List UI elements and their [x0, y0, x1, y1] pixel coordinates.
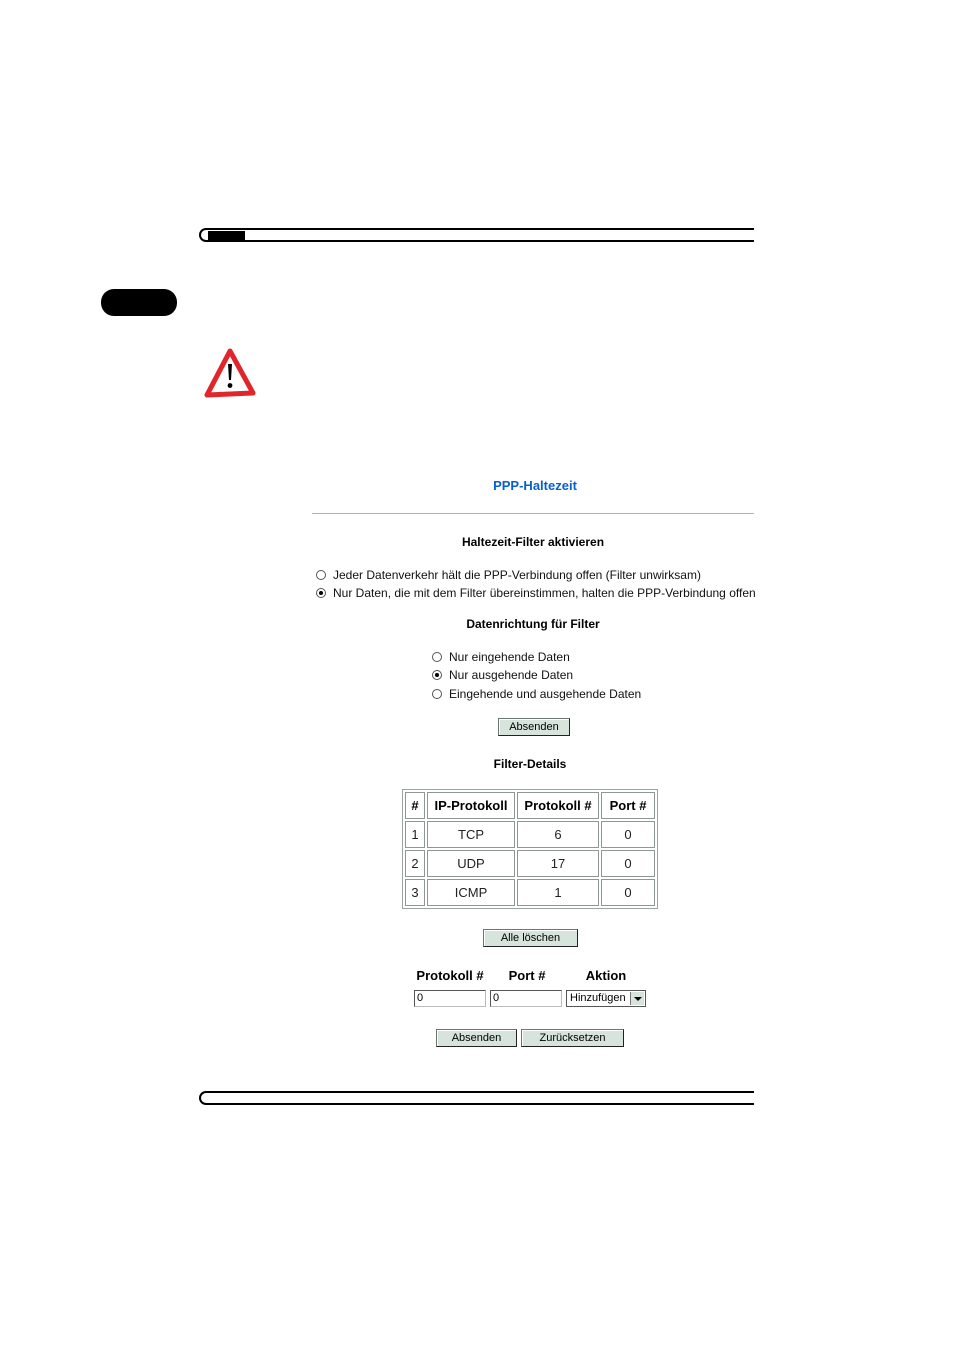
table-cell: 3 [405, 879, 425, 906]
radio-button[interactable] [316, 570, 326, 580]
port-column-label: Port # [508, 968, 546, 983]
table-cell: TCP [427, 821, 515, 848]
footer-rule [199, 1091, 754, 1105]
column-header: Port # [601, 792, 655, 819]
table-row [405, 879, 655, 906]
datenrichtung-heading: Datenrichtung für Filter [466, 617, 600, 631]
table-cell: 6 [517, 821, 599, 848]
absenden-button[interactable]: Absenden [436, 1029, 517, 1047]
table-cell: 1 [405, 821, 425, 848]
radio-label: Nur Daten, die mit dem Filter übereinstimmen, halten die PPP-Verbindung offen [333, 586, 756, 600]
absenden-richtung-button[interactable]: Absenden [498, 718, 570, 736]
radio-button[interactable] [432, 689, 442, 699]
radio-button[interactable] [316, 588, 326, 598]
chapter-tab [101, 289, 177, 316]
table-header-row [405, 792, 655, 819]
alle-loeschen-button[interactable]: Alle löschen [483, 929, 578, 947]
table-cell: 0 [601, 850, 655, 877]
port-input[interactable]: 0 [490, 990, 562, 1007]
table-cell: UDP [427, 850, 515, 877]
haltezeit-filter-heading: Haltezeit-Filter aktivieren [461, 535, 605, 549]
aktion-select[interactable] [566, 990, 646, 1007]
table-cell: 0 [601, 821, 655, 848]
radio-label: Nur ausgehende Daten [449, 668, 574, 682]
aktion-selected-value: Hinzufügen [570, 992, 626, 1004]
radio-nur-eingehend[interactable] [432, 649, 570, 665]
radio-nur-filterdaten[interactable] [316, 585, 756, 601]
radio-button[interactable] [432, 652, 442, 662]
header-rule-tab [208, 231, 245, 240]
title-divider [312, 513, 754, 514]
filter-details-heading: Filter-Details [493, 757, 567, 771]
column-header: Protokoll # [517, 792, 599, 819]
column-header: # [405, 792, 425, 819]
column-header: IP-Protokoll [427, 792, 515, 819]
radio-label: Nur eingehende Daten [449, 650, 570, 664]
radio-nur-ausgehend[interactable] [432, 667, 573, 683]
zuruecksetzen-button[interactable]: Zurücksetzen [521, 1029, 624, 1047]
header-rule [199, 228, 754, 242]
page-title: PPP-Haltezeit [493, 478, 577, 493]
radio-ein-und-ausgehend[interactable] [432, 686, 641, 702]
table-row [405, 821, 655, 848]
radio-label: Eingehende und ausgehende Daten [449, 687, 642, 701]
table-cell: 0 [601, 879, 655, 906]
radio-button[interactable] [432, 670, 442, 680]
protokoll-input[interactable]: 0 [414, 990, 486, 1007]
table-cell: 2 [405, 850, 425, 877]
table-cell: 1 [517, 879, 599, 906]
radio-label: Jeder Datenverkehr hält die PPP-Verbindung offen (Filter unwirksam) [333, 568, 701, 582]
aktion-column-label: Aktion [585, 968, 627, 983]
filter-details-table [402, 789, 658, 909]
table-cell: ICMP [427, 879, 515, 906]
table-cell: 17 [517, 850, 599, 877]
warning-triangle-icon [203, 347, 257, 399]
chevron-down-icon[interactable] [630, 992, 644, 1005]
radio-filter-unwirksam[interactable] [316, 567, 701, 583]
table-row [405, 850, 655, 877]
protokoll-column-label: Protokoll # [416, 968, 484, 983]
